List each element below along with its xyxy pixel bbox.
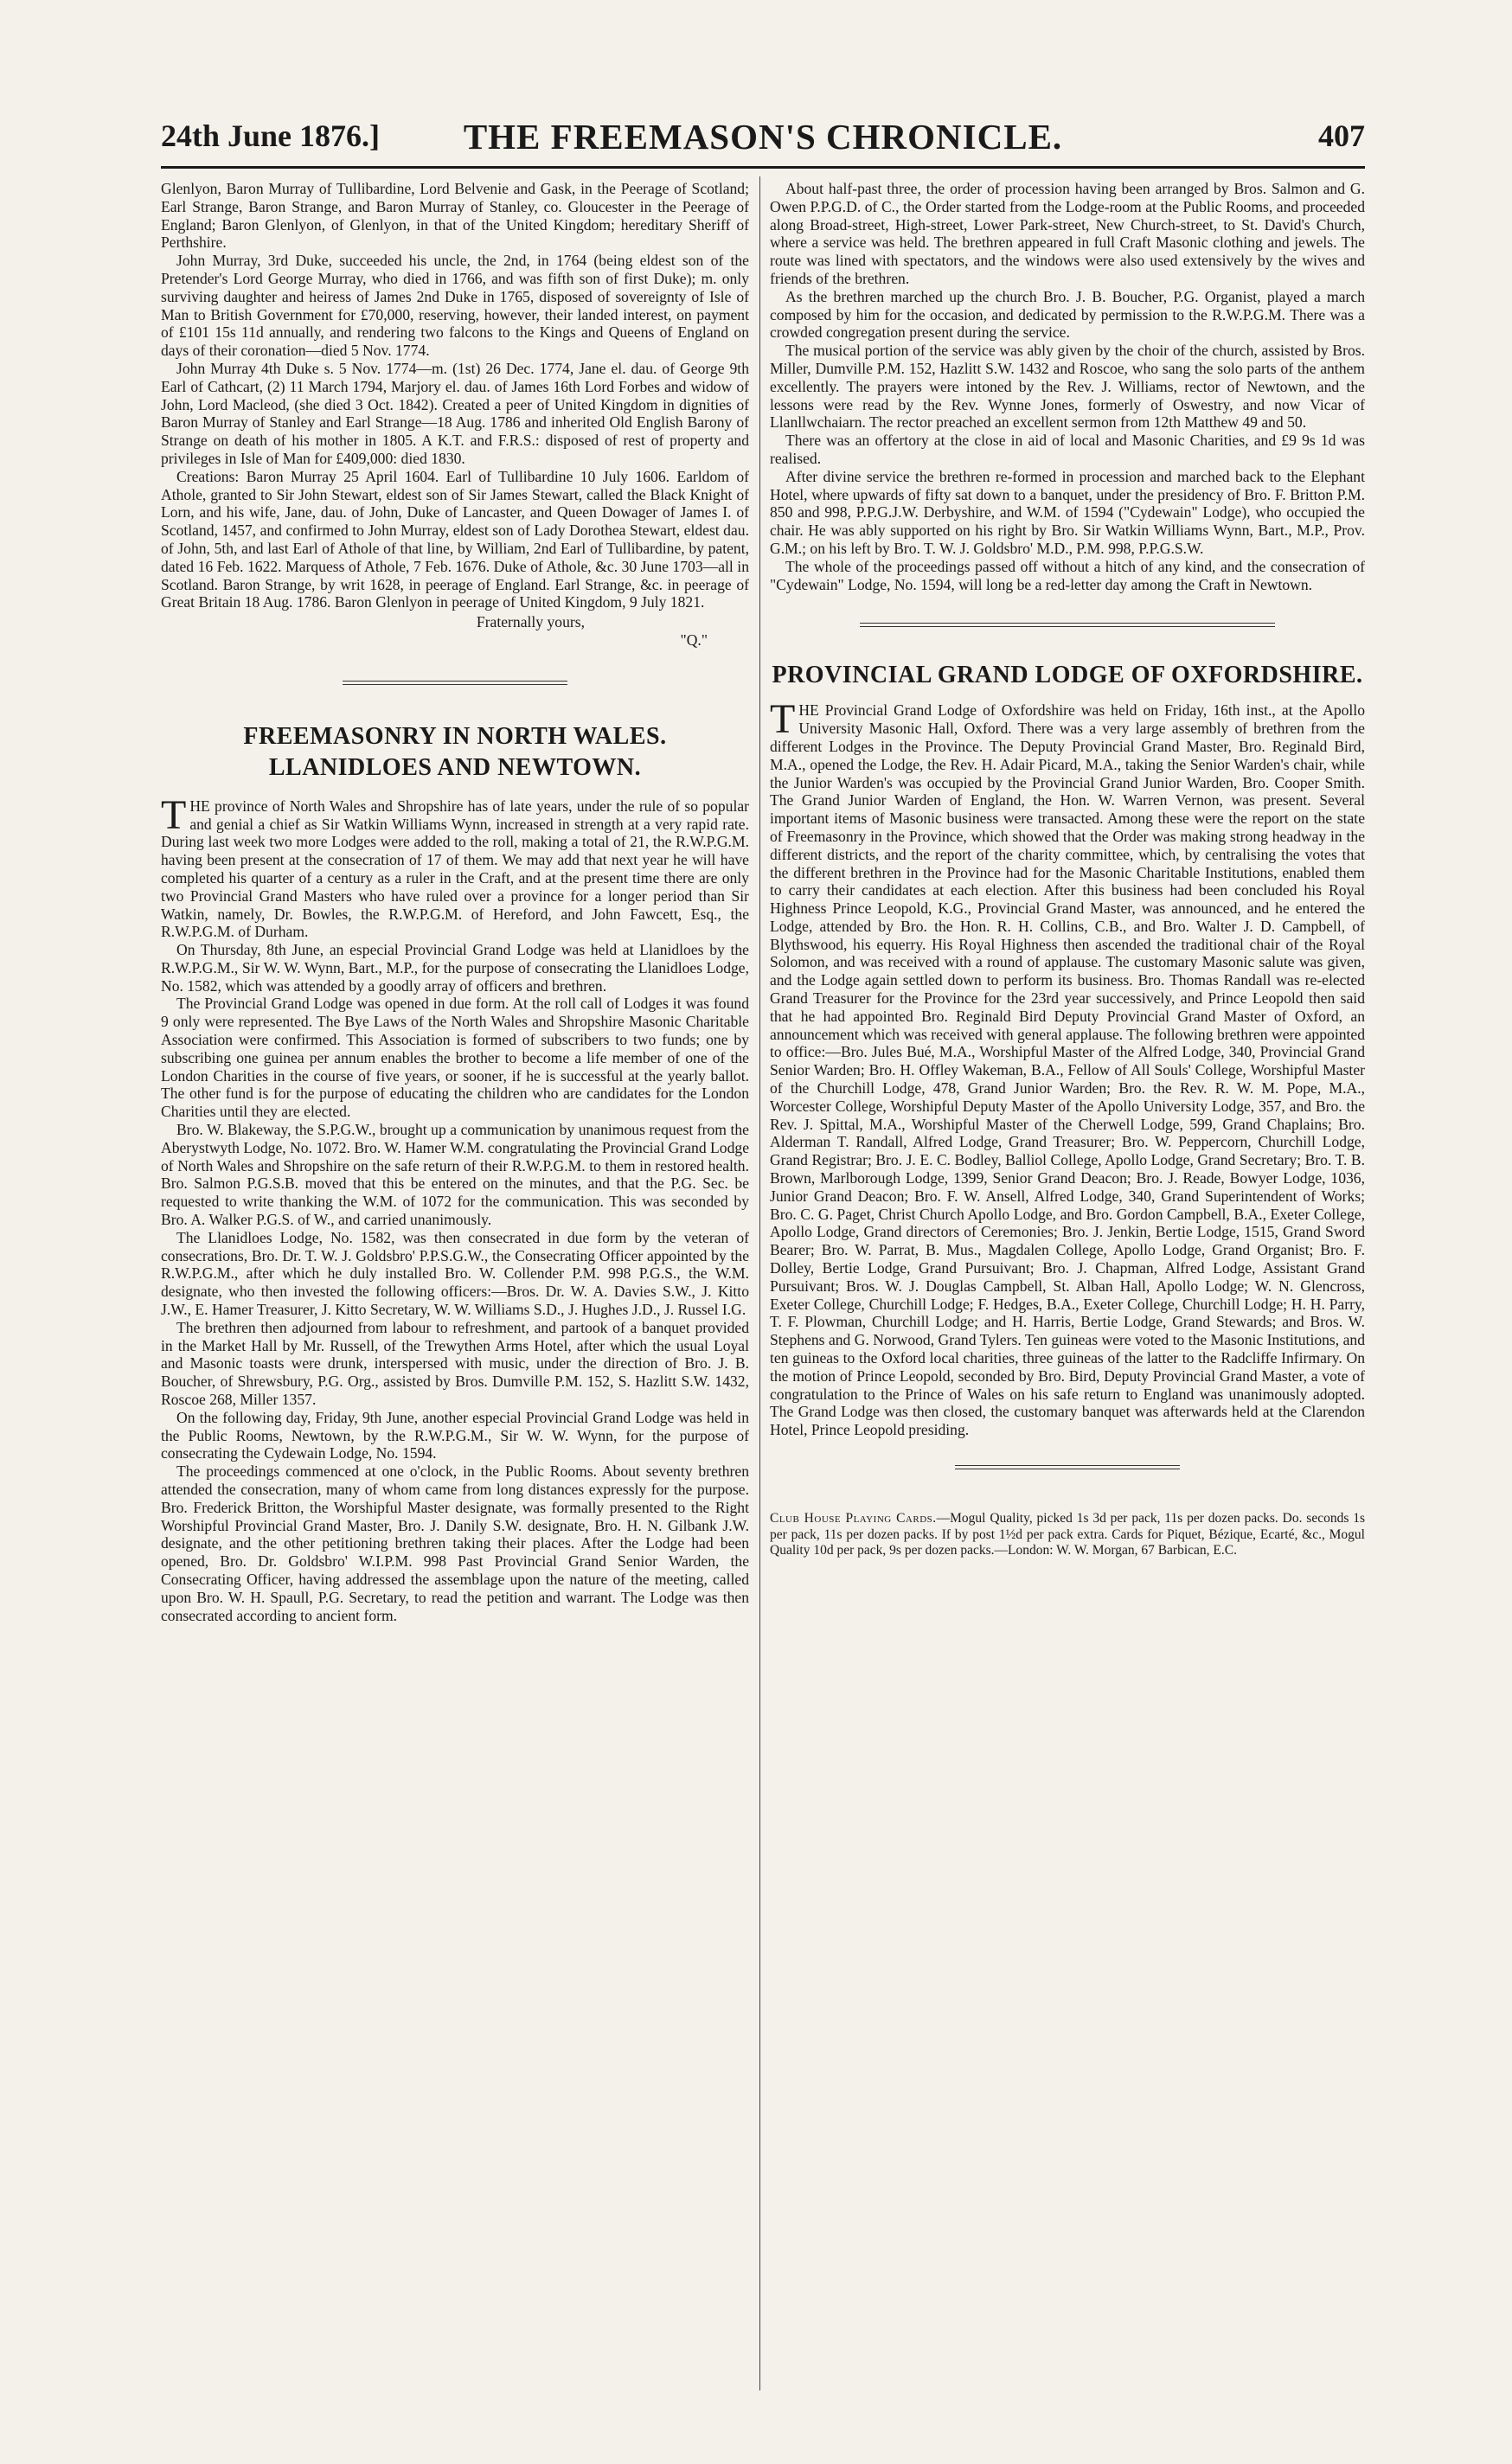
article-lead-paragraph: THE province of North Wales and Shropshire has of late years, under the rule of so popular and genial a chief as Sir Watkin Williams Wynn, increased in strength at a very rapid rate. During last week two more Lodges were added to the roll, making a total of 21, the R.W.P.G.M. having been present at the consecration of 17 of them. We may add that next year he will have completed his quarter of a century as a ruler in the Craft, and at the present time there are only two Provincial Grand Masters who have ruled over a province for a longer period than Sir Watkin, namely, Dr. Bowles, the R.W.P.G.M. of Hereford, and John Fawcett, Esq., the R.W.P.G.M. of Durham. <box>161 791 749 941</box>
letter-signature: "Q." <box>680 630 708 649</box>
article-paragraph: As the brethren marched up the church Bro. J. B. Boucher, P.G. Organist, played a march composed by him for the occasion, and dedicated by permission to the R.W.P.G.M. There was a crowded congregation present during the service. <box>770 287 1365 342</box>
article-title: FREEMASONRY IN NORTH WALES. <box>243 722 667 750</box>
article-paragraph: About half-past three, the order of procession having been arranged by Bros. Salmon and G. Owen P.P.G.D. of C., the Order started from the Lodge-room at the Public Rooms, and proceeded along Broad-street, High-street, Lower Park-street, New Church-street, to St. David's Church, where a service was held. The brethren appeared in full Craft Masonic clothing and jewels. The route was lined with spectators, and the windows were also used extensively by the wives and friends of the brethren. <box>770 180 1365 287</box>
advert-text: —Mogul Quality, picked 1s 3d per pack, 11s per dozen packs. Do. seconds 1s per pack, 11s per dozen packs. If by post 1½d per pack extra. Cards for Piquet, Bézique, Ecarté, &c., Mogul Quality 10d per pack, 9s per dozen packs.—London: W. W. Morgan, 67 Barbican, E.C. <box>770 1511 1365 1558</box>
article-paragraph: There was an offertory at the close in aid of local and Masonic Charities, and £9 9s 1d was realised. <box>770 432 1365 467</box>
issue-date: 24th June 1876.] <box>161 118 381 153</box>
article-paragraph: On the following day, Friday, 9th June, another especial Provincial Grand Lodge was held in the Public Rooms, Newtown, by the R.W.P.G.M., Sir W. W. Wynn, for the purpose of consecrating the Cydewain Lodge, No. 1594. <box>161 1408 749 1462</box>
article-paragraph: Bro. W. Blakeway, the S.P.G.W., brought up a communication by unanimous request from the Aberystwyth Lodge, No. 1072. Bro. W. Hamer W.M. congratulating the Provincial Grand Lodge of North Wales and Shropshire on the safe return of their R.W.P.G.M. to them in restored health. Bro. Salmon P.G.S.B. moved that this be entered on the minutes, and that the P.G. Sec. be requested to write thanking the W.M. of 1072 for the communication. This was seconded by Bro. A. Walker P.G.S. of W., and carried unanimously. <box>161 1121 749 1229</box>
article-subtitle: LLANIDLOES AND NEWTOWN. <box>268 753 642 781</box>
advertisement <box>770 1511 1365 1559</box>
article-paragraph: After divine service the brethren re-formed in procession and marched back to the Elephant Hotel, where upwards of fifty sat down to a banquet, under the presidency of Bro. F. Britton P.M. 850 and 998, P.P.G.J.W. Derbyshire, and W.M. of 1594 ("Cydewain" Lodge), who occupied the chair. He was ably supported on his right by Bro. Sir Watkin Williams Wynn, Bart., M.P., Prov. G.M.; on his left by Bro. T. W. J. Goldsbro' M.D., P.M. 998, P.P.G.S.W. <box>770 467 1365 557</box>
newspaper-title: THE FREEMASON'S CHRONICLE. <box>463 117 1063 157</box>
article-paragraph: The proceedings commenced at one o'clock, in the Public Rooms. About seventy brethren attended the consecration, many of whom came from long distances expressly for the purpose. Bro. Frederick Britton, the Worshipful Master designate, was formally presented to the Right Worshipful Provincial Grand Master, Bro. J. Danily S.W. designate, Bro. H. N. Gilbank J.W. designate, and the other petitioning brethren taking their places. After the Lodge had been opened, Bro. Dr. Goldsbro' W.I.P.M. 998 Past Provincial Grand Senior Warden, the Consecrating Officer, having addressed the assemblage upon the nature of the meeting, called upon Bro. W. H. Spaull, P.G. Secretary, to read the petition and warrant. The Lodge was then consecrated according to ancient form. <box>161 1462 749 1624</box>
article-paragraph: The brethren then adjourned from labour to refreshment, and partook of a banquet provided in the Market Hall by Mr. Russell, of the Trewythen Arms Hotel, after which the usual Loyal and Masonic toasts were drunk, interspersed with music, under the direction of Bro. J. B. Boucher, of Shrewsbury, P.G. Org., assisted by Bros. Dumville P.M. 152, S. Hazlitt S.W. 1432, Roscoe 268, Miller 1357. <box>161 1318 749 1409</box>
lineage-paragraph: Glenlyon, Baron Murray of Tullibardine, Lord Belvenie and Gask, in the Peerage of Scotland; Earl Strange, Baron Strange, and Baron Murray of Stanley, co. Gloucester in the Peerage of England; Baron Glenlyon, of Glenlyon, in that of the United Kingdom; hereditary Sheriff of Perthshire. <box>161 180 749 252</box>
advert-lead: Club House Playing Cards. <box>770 1511 937 1526</box>
article-paragraph: The musical portion of the service was ably given by the choir of the church, assisted by Bros. Miller, Dumville P.M. 152, Hazlitt S.W. 1432 and Roscoe, who sang the solo parts of the anthem excellently. The prayers were intoned by the Rev. J. Williams, rector of Newtown, and the lessons were read by the Rev. Wynne Jones, formerly of Oswestry, and now Vicar of Llanllwchaiarn. The rector preached an excellent sermon from 12th Matthew 49 and 50. <box>770 342 1365 432</box>
masthead <box>161 114 1365 163</box>
column-divider <box>759 176 760 2390</box>
left-column <box>161 180 749 1624</box>
drop-cap: T <box>770 696 796 743</box>
lineage-paragraph: John Murray 4th Duke s. 5 Nov. 1774—m. (1st) 26 Dec. 1774, Jane el. dau. of George 9th Earl of Cathcart, (2) 11 March 1794, Marjory el. dau. of James 16th Lord Forbes and widow of John, Lord Macleod, (she died 3 Oct. 1842). Created a peer of United Kingdom in dignities of Baron Murray of Stanley and Earl Strange—18 Aug. 1786 and inherited Old English Barony of Strange on death of his mother in 1805. A K.T. and F.R.S.: disposed of rest of property and privileges in Isle of Man for £409,000: died 1830. <box>161 359 749 467</box>
masthead-rule <box>161 166 1365 169</box>
letter-signoff: Fraternally yours, <box>476 613 585 631</box>
right-column <box>770 180 1365 1559</box>
article-paragraph: On Thursday, 8th June, an especial Provincial Grand Lodge was held at Llanidloes by the R.W.P.G.M., Sir W. W. Wynn, Bart., M.P., for the purpose of consecrating the Llanidloes Lodge, No. 1582, which was attended by a goodly array of officers and brethren. <box>161 941 749 995</box>
article-lead-paragraph: THE Provincial Grand Lodge of Oxfordshire was held on Friday, 16th inst., at the Apollo University Masonic Hall, Oxford. There was a very large assembly of brethren from the different Lodges in the Province. The Deputy Provincial Grand Master, Bro. Reginald Bird, M.A., opened the Lodge, the Rev. H. Adair Picard, M.A., taking the Senior Warden's chair, while the Junior Warden's was occupied by the Provincial Grand Junior Warden, Bro. Cooper Smith. The Grand Junior Warden of England, the Hon. W. Warren Vernon, was present. Several important items of Masonic business were transacted. Among these were the report on the state of Freemasonry in the Province, which showed that the Order was making strong headway in the different districts, and the report of the charity committee, which, by centralising the votes that the different brethren in the Province had for the Masonic Charitable Institutions, enabled them to carry their candidates at each election. After this business had been concluded his Royal Highness Prince Leopold, K.G., Provincial Grand Master, was announced, and he entered the Lodge, attended by Bro. the Hon. R. H. Collins, C.B., and Bro. Walter J. D. Campbell, of Blythswood, his equerry. His Royal Highness then ascended the traditional chair of the Royal Solomon, and was received with a round of applause. The customary Masonic salute was given, and the Lodge again settled down to perform its business. Bro. Thomas Randall was re-elected Grand Treasurer for the Province for the 23rd year successively, and Prince Leopold then said that he had appointed Bro. Reginald Bird Deputy Provincial Grand Master of Oxford, an announcement which was received with general applause. The following brethren were appointed to office:—Bro. Jules Bué, M.A., Worshipful Master of the Alfred Lodge, 340, Provincial Grand Senior Warden; Bro. H. Offley Wakeman, B.A., Fellow of All Souls' College, Worshipful Master of the Churchill Lodge, 478, Grand Junior Warden; Bro. the Rev. R. W. M. Pope, M.A., Worcester College, Worshipful Deputy Master of the Apollo University Lodge, 357, and Bro. the Rev. J. Spittal, M.A., Worshipful Master of the Cherwell Lodge, 599, Grand Chaplains; Bro. Alderman T. Randall, Alfred Lodge, Grand Treasurer; Bro. W. Peppercorn, Churchill Lodge, Grand Registrar; Bro. J. E. C. Bodley, Balliol College, Apollo Lodge, Grand Secretary; Bro. T. B. Brown, Marlborough Lodge, 1399, Senior Grand Deacon; Bro. J. Reade, Bowyer Lodge, 1036, Junior Grand Deacon; Bro. F. W. Ansell, Alfred Lodge, 340, Grand Superintendent of Works; Bro. C. G. Paget, Christ Church Apollo Lodge, and Bro. Gordon Campbell, B.A., Exeter College, Apollo Lodge, Grand directors of Ceremonies; Bro. J. Jenkin, Bertie Lodge, 1515, Grand Sword Bearer; Bro. W. Parrat, B. Mus., Magdalen College, Apollo Lodge, Grand Organist; Bro. F. Dolley, Bertie Lodge, Grand Pursuivant; Bro. J. Chapman, Alfred Lodge, Assistant Grand Pursuivant; Bros. W. J. Douglas Campbell, St. Alban Hall, Apollo Lodge; W. N. Glencross, Exeter College, Churchill Lodge; F. Hedges, B.A., Exeter College, Churchill Lodge; H. H. Parry, T. F. Plowman, Churchill Lodge; and H. Harris, Bertie Lodge, Grand Stewards; and Bros. W. Stephens and G. Norwood, Grand Tylers. Ten guineas were voted to the Masonic Institutions, and ten guineas to the Oxford local charities, three guineas of the latter to the Radcliffe Infirmary. On the motion of Prince Leopold, seconded by Bro. Bird, Deputy Provincial Grand Master, a vote of congratulation to the Prince of Wales on his safe return to England was unanimously adopted. The Grand Lodge was then closed, the customary banquet was afterwards held at the Clarendon Hotel, Prince Leopold presiding. <box>770 696 1365 1439</box>
lineage-paragraph: John Murray, 3rd Duke, succeeded his uncle, the 2nd, in 1764 (being eldest son of the Pretender's Lord George Murray, who died in 1766, and was fifth son of first Duke); m. only surviving daughter and heiress of James 2nd Duke in 1765, disposed of sovereignty of Isle of Man to British Government for £70,000, reserving, however, their landed interest, on payment of £101 15s 11d annually, and rendering two falcons to the Kings and Queens of England on days of their coronation—died 5 Nov. 1774. <box>161 252 749 360</box>
lineage-paragraph: Creations: Baron Murray 25 April 1604. Earl of Tullibardine 10 July 1606. Earldom of Athole, granted to Sir John Stewart, eldest son of Sir James Stewart, called the Black Knight of Lorn, and his wife, Jane, dau. of John, Duke of Lancaster, and Queen Dowager of James I. of Scotland, 1457, and confirmed to John Murray, eldest son of Lady Dorothea Stewart, eldest dau. of John, 5th, and last Earl of Athole of that line, by William, 2nd Earl of Tullibardine, by patent, dated 16 Feb. 1622. Marquess of Athole, 7 Feb. 1676. Duke of Athole, &c. 30 June 1703—all in Scotland. Baron Strange, by writ 1628, in peerage of England. Earl Strange, &c. in peerage of Great Britain 18 Aug. 1786. Baron Glenlyon in peerage of United Kingdom, 9 July 1821. <box>161 467 749 611</box>
article-paragraph: The Llanidloes Lodge, No. 1582, was then consecrated in due form by the veteran of consecrations, Bro. Dr. T. W. J. Goldsbro' P.P.S.G.W., the Consecrating Officer appointed by the R.W.P.G.M., after which he duly installed Bro. W. Collender P.M. 998 P.G.S., the W.M. designate, who then invested the following officers:—Bros. Dr. W. A. Davies S.W., J. Kitto J.W., E. Hamer Treasurer, J. Kitto Secretary, W. W. Williams S.D., J. Hughes J.D., J. Russel I.G. <box>161 1228 749 1319</box>
article-title: PROVINCIAL GRAND LODGE OF OXFORDSHIRE. <box>772 662 1363 689</box>
drop-cap: T <box>161 791 187 838</box>
article-paragraph: The whole of the proceedings passed off without a hitch of any kind, and the consecration of "Cydewain" Lodge, No. 1594, will long be a red-letter day among the Craft in Newtown. <box>770 557 1365 593</box>
article-paragraph: The Provincial Grand Lodge was opened in due form. At the roll call of Lodges it was found 9 only were represented. The Bye Laws of the North Wales and Shropshire Masonic Charitable Association were confirmed. This Association is formed of subscribers to two funds; one by subscribing one guinea per annum enables the brother to become a life member of one of the London Charities in the course of five years, or sooner, if he is successful at the yearly ballot. The other fund is for the purpose of educating the children who are candidates for the London Charities until they are elected. <box>161 995 749 1121</box>
page-number: 407 <box>1318 118 1365 153</box>
